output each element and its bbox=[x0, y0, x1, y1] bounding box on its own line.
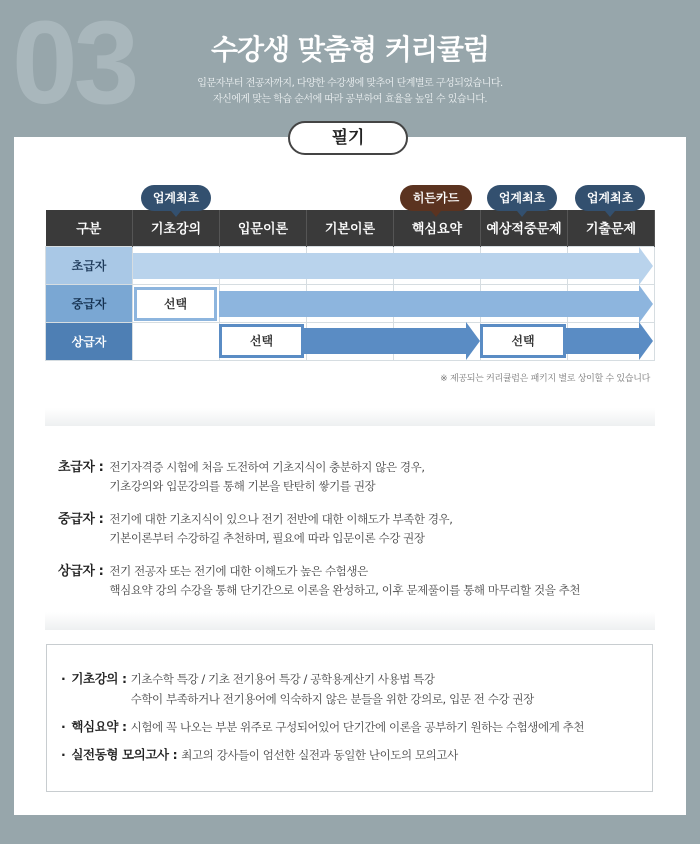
row-label-beginner: 초급자 bbox=[46, 246, 133, 284]
level-line: 기본이론부터 수강하길 추천하며, 필요에 따라 입문이론 수강 권장 bbox=[109, 531, 425, 545]
level-item bbox=[58, 562, 658, 600]
info-line: 최고의 강사들이 엄선한 실전과 동일한 난이도의 모의고사 bbox=[181, 748, 458, 762]
info-line: 수학이 부족하거나 전기용어에 익숙하지 않은 분들을 위한 강의로, 입문 전 수강 권장 bbox=[130, 692, 534, 706]
tab-written-exam[interactable]: 필기 bbox=[288, 121, 408, 155]
level-line: 기초강의와 입문강의를 통해 기본을 탄탄히 쌓기를 권장 bbox=[109, 479, 376, 493]
page-title: 수강생 맞춤형 커리큘럼 bbox=[211, 33, 489, 66]
info-line: 시험에 꼭 나오는 부분 위주로 구성되어있어 단기간에 이론을 공부하기 원하는 수험생에게 추천 bbox=[130, 720, 585, 734]
column-header: 기출문제 bbox=[568, 210, 655, 246]
bullet: · bbox=[61, 747, 66, 762]
badge-first-in-industry: 업계최초 bbox=[141, 185, 211, 211]
select-box-intermediate[interactable]: 선택 bbox=[134, 287, 217, 321]
level-text bbox=[109, 458, 658, 496]
level-line: 전기자격증 시험에 처음 도전하여 기초지식이 충분하지 않은 경우, bbox=[109, 460, 425, 474]
beginner-path-arrow bbox=[133, 253, 653, 279]
level-key: 초급자 : bbox=[58, 460, 104, 475]
level-line: 전기에 대한 기초지식이 있으나 전기 전반에 대한 이해도가 부족한 경우, bbox=[109, 512, 453, 526]
info-key bbox=[61, 745, 181, 765]
badge-hidden-card: 히든카드 bbox=[400, 185, 472, 211]
column-header: 기초강의 bbox=[133, 210, 220, 246]
course-info-box bbox=[46, 644, 653, 792]
info-text bbox=[131, 717, 584, 737]
info-key-label: 실전동형 모의고사 : bbox=[71, 747, 178, 762]
info-text bbox=[131, 669, 534, 709]
intermediate-path-arrow bbox=[219, 291, 653, 317]
package-note: ※ 제공되는 커리큘럼은 패키지 별로 상이할 수 있습니다 bbox=[440, 374, 650, 384]
page-subtitle bbox=[0, 76, 700, 108]
level-descriptions bbox=[58, 458, 658, 614]
info-key bbox=[61, 717, 131, 737]
info-key-label: 핵심요약 : bbox=[71, 719, 127, 734]
column-header: 기본이론 bbox=[307, 210, 394, 246]
column-header: 핵심요약 bbox=[394, 210, 481, 246]
info-text bbox=[181, 745, 458, 765]
select-box-advanced-1[interactable]: 선택 bbox=[219, 324, 304, 358]
bullet: · bbox=[61, 719, 66, 734]
level-line: 전기 전공자 또는 전기에 대한 이해도가 높은 수험생은 bbox=[109, 564, 368, 578]
advanced-path-arrow-2 bbox=[566, 328, 653, 354]
divider-shade bbox=[45, 408, 655, 426]
info-item bbox=[61, 717, 652, 737]
subtitle-line-1: 입문자부터 전공자까지, 다양한 수강생에 맞추어 단계별로 구성되었습니다. bbox=[197, 78, 503, 89]
level-key: 중급자 : bbox=[58, 512, 104, 527]
level-item bbox=[58, 458, 658, 496]
divider-shade bbox=[45, 612, 655, 630]
badge-first-in-industry: 업계최초 bbox=[575, 185, 645, 211]
select-box-advanced-2[interactable]: 선택 bbox=[480, 324, 566, 358]
section-number: 03 bbox=[12, 0, 136, 129]
row-label-advanced: 상급자 bbox=[46, 322, 133, 360]
info-item bbox=[61, 669, 652, 709]
level-line: 핵심요약 강의 수강을 통해 단기간으로 이론을 완성하고, 이후 문제풀이를 통해 마무리할 것을 추천 bbox=[109, 583, 581, 597]
advanced-path-arrow-1 bbox=[304, 328, 480, 354]
table-header-row bbox=[46, 210, 655, 246]
row-label-intermediate: 중급자 bbox=[46, 284, 133, 322]
column-header: 예상적중문제 bbox=[481, 210, 568, 246]
info-line: 기초수학 특강 / 기초 전기용어 특강 / 공학용계산기 사용법 특강 bbox=[130, 672, 435, 686]
subtitle-line-2: 자신에게 맞는 학습 순서에 따라 공부하여 효율을 높일 수 있습니다. bbox=[212, 94, 488, 105]
info-key-label: 기초강의 : bbox=[71, 671, 127, 686]
info-item bbox=[61, 745, 652, 765]
column-header: 구분 bbox=[46, 210, 133, 246]
level-key: 상급자 : bbox=[58, 564, 104, 579]
level-item bbox=[58, 510, 658, 548]
bullet: · bbox=[61, 671, 66, 686]
level-text bbox=[109, 510, 658, 548]
info-key bbox=[61, 669, 131, 709]
column-header: 입문이론 bbox=[220, 210, 307, 246]
badge-first-in-industry: 업계최초 bbox=[487, 185, 557, 211]
level-text bbox=[109, 562, 658, 600]
